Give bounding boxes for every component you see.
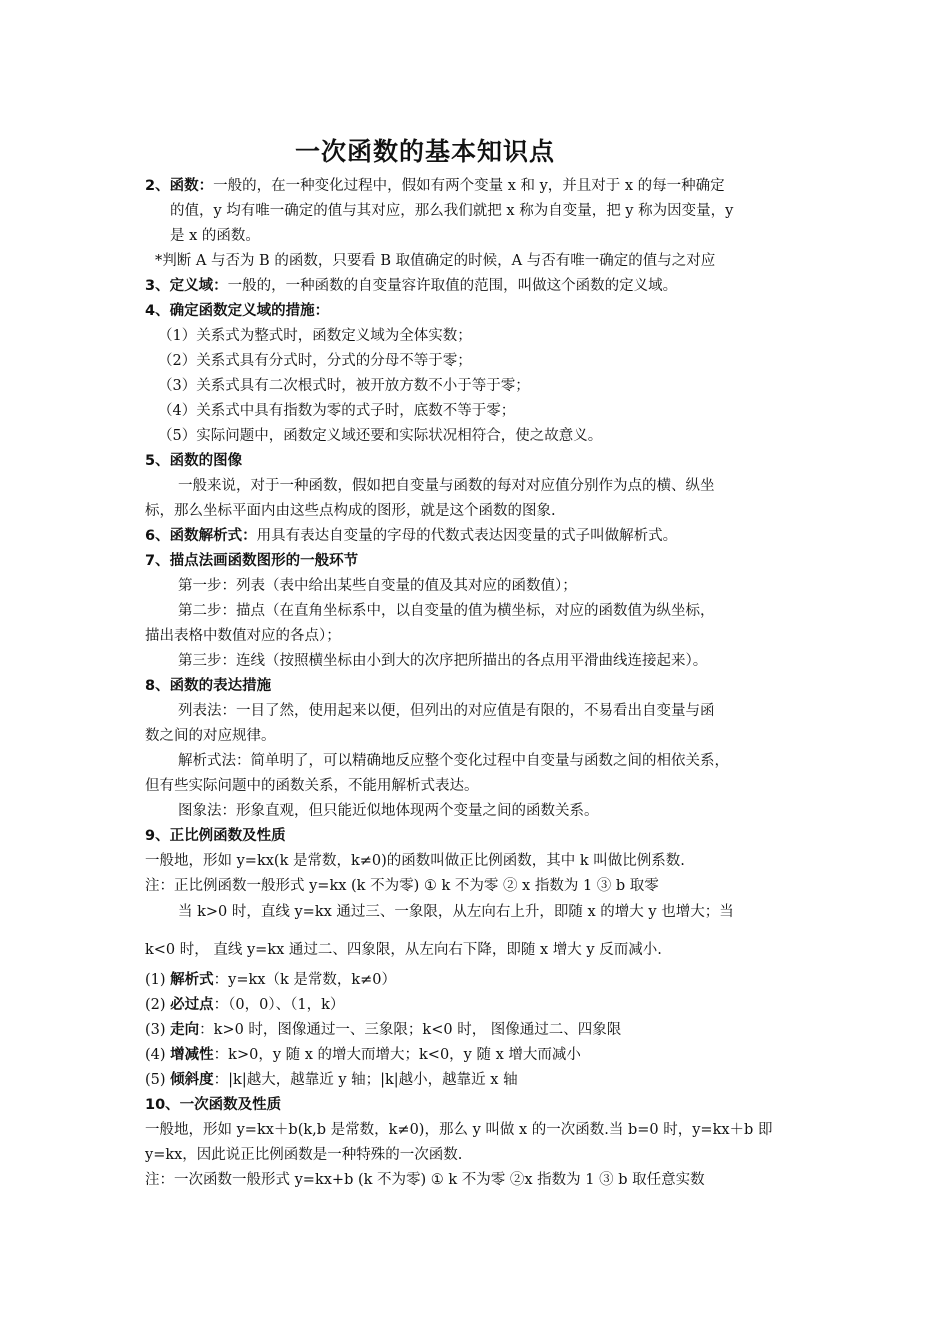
section-4-item-1: （1）关系式为整式时，函数定义域为全体实数；	[158, 328, 472, 344]
section-5-line-1: 一般来说，对于一种函数，假如把自变量与函数的每对对应值分别作为点的横、纵坐	[178, 478, 715, 494]
section-7-heading: 7、描点法画函数图形的一般环节	[145, 553, 359, 569]
section-8-para-1b: 数之间的对应规律。	[145, 728, 276, 744]
property-5	[145, 1070, 518, 1090]
section-2-line-1	[145, 176, 725, 196]
section-8-para-2a: 解析式法：简单明了，可以精确地反应整个变化过程中自变量与函数之间的相依关系，	[178, 753, 729, 769]
section-6-heading: 6、函数解析式：	[145, 528, 257, 544]
property-4-number: (4)	[145, 1047, 171, 1063]
section-7-step-1: 第一步：列表（表中给出某些自变量的值及其对应的函数值）；	[178, 578, 577, 594]
section-7-step-2a: 第二步：描点（在直角坐标系中，以自变量的值为横坐标，对应的函数值为纵坐标，	[178, 603, 715, 619]
property-3-text: ：k>0 时，图像通过一、三象限；k<0 时， 图像通过二、四象限	[199, 1022, 622, 1038]
section-9-definition: 一般地，形如 y=kx(k 是常数，k≠0)的函数叫做正比例函数，其中 k 叫做比例系数.	[145, 853, 685, 869]
property-2	[145, 995, 344, 1015]
section-2-line-3: 是 x 的函数。	[170, 228, 260, 244]
property-1-text: ：y=kx（k 是常数，k≠0）	[213, 972, 397, 988]
section-5-heading: 5、函数的图像	[145, 453, 243, 469]
section-9-heading: 9、正比例函数及性质	[145, 828, 286, 844]
section-4-item-2: （2）关系式具有分式时，分式的分母不等于零；	[158, 353, 472, 369]
section-4-heading: 4、确定函数定义域的措施：	[145, 303, 330, 319]
section-5-line-2: 标，那么坐标平面内由这些点构成的图形，就是这个函数的图象.	[145, 503, 556, 519]
property-1	[145, 970, 396, 990]
property-5-label: 倾斜度	[170, 1072, 214, 1088]
property-3	[145, 1020, 621, 1040]
property-1-label: 解析式	[170, 972, 214, 988]
section-3-line	[145, 276, 677, 296]
section-10-heading: 10、一次函数及性质	[145, 1097, 282, 1113]
section-7-step-3: 第三步：连线（按照横坐标由小到大的次序把所描出的各点用平滑曲线连接起来）。	[178, 653, 708, 669]
section-8-para-3: 图象法：形象直观，但只能近似地体现两个变量之间的函数关系。	[178, 803, 599, 819]
property-4-text: ：k>0，y 随 x 的增大而增大；k<0，y 随 x 增大而减小	[213, 1047, 581, 1063]
section-2-heading: 2、函数：	[145, 178, 214, 194]
property-4-label: 增减性	[170, 1047, 214, 1063]
section-7-step-2b: 描出表格中数值对应的各点）；	[145, 628, 341, 644]
section-9-note: 注：正比例函数一般形式 y=kx (k 不为零) ① k 不为零 ② x 指数为 1 ③ b 取零	[145, 878, 659, 894]
property-2-number: (2)	[145, 997, 171, 1013]
section-9-para-2: k<0 时， 直线 y=kx 通过二、四象限，从左向右下降，即随 x 增大 y 反而减小.	[145, 942, 662, 958]
section-4-item-4: （4）关系式中具有指数为零的式子时，底数不等于零；	[158, 403, 516, 419]
page-title: 一次函数的基本知识点	[294, 137, 555, 166]
section-2-line-2: 的值，y 均有唯一确定的值与其对应，那么我们就把 x 称为自变量，把 y 称为因变量，y	[170, 203, 734, 219]
property-4	[145, 1045, 581, 1065]
section-10-note: 注：一次函数一般形式 y=kx+b (k 不为零) ① k 不为零 ②x 指数为 1 ③ b 取任意实数	[145, 1172, 705, 1188]
property-5-text: ：|k|越大，越靠近 y 轴；|k|越小，越靠近 x 轴	[213, 1072, 518, 1088]
property-2-text: ：（0，0）、（1，k）	[213, 997, 345, 1013]
section-3-heading: 3、定义域：	[145, 278, 228, 294]
section-8-para-2b: 但有些实际问题中的函数关系，不能用解析式表达。	[145, 778, 479, 794]
section-2-note: *判断 A 与否为 B 的函数，只要看 B 取值确定的时候，A 与否有唯一确定的值与之对应	[155, 253, 716, 269]
property-3-number: (3)	[145, 1022, 171, 1038]
property-5-number: (5)	[145, 1072, 171, 1088]
section-6-text: 用具有表达自变量的字母的代数式表达因变量的式子叫做解析式。	[256, 528, 678, 544]
property-1-number: (1)	[145, 972, 171, 988]
section-3-text: 一般的，一种函数的自变量容许取值的范围，叫做这个函数的定义域。	[227, 278, 678, 294]
section-2-text-1: 一般的，在一种变化过程中，假如有两个变量 x 和 y，并且对于 x 的每一种确定	[213, 178, 725, 194]
property-3-label: 走向	[170, 1022, 200, 1038]
section-6-line	[145, 526, 677, 546]
property-2-label: 必过点	[170, 997, 214, 1013]
section-10-line-2: y=kx，因此说正比例函数是一种特殊的一次函数.	[145, 1147, 463, 1163]
section-9-para-1: 当 k>0 时，直线 y=kx 通过三、一象限，从左向右上升，即随 x 的增大 y 也增大；当	[178, 904, 734, 920]
section-8-para-1a: 列表法：一目了然，使用起来以便，但列出的对应值是有限的，不易看出自变量与函	[178, 703, 715, 719]
section-4-item-3: （3）关系式具有二次根式时，被开放方数不小于等于零；	[158, 378, 530, 394]
section-10-line-1: 一般地，形如 y=kx＋b(k,b 是常数，k≠0)，那么 y 叫做 x 的一次函数.当 b=0 时，y=kx＋b 即	[145, 1122, 773, 1138]
section-8-heading: 8、函数的表达措施	[145, 678, 272, 694]
section-4-item-5: （5）实际问题中，函数定义域还要和实际状况相符合，使之故意义。	[158, 428, 603, 444]
